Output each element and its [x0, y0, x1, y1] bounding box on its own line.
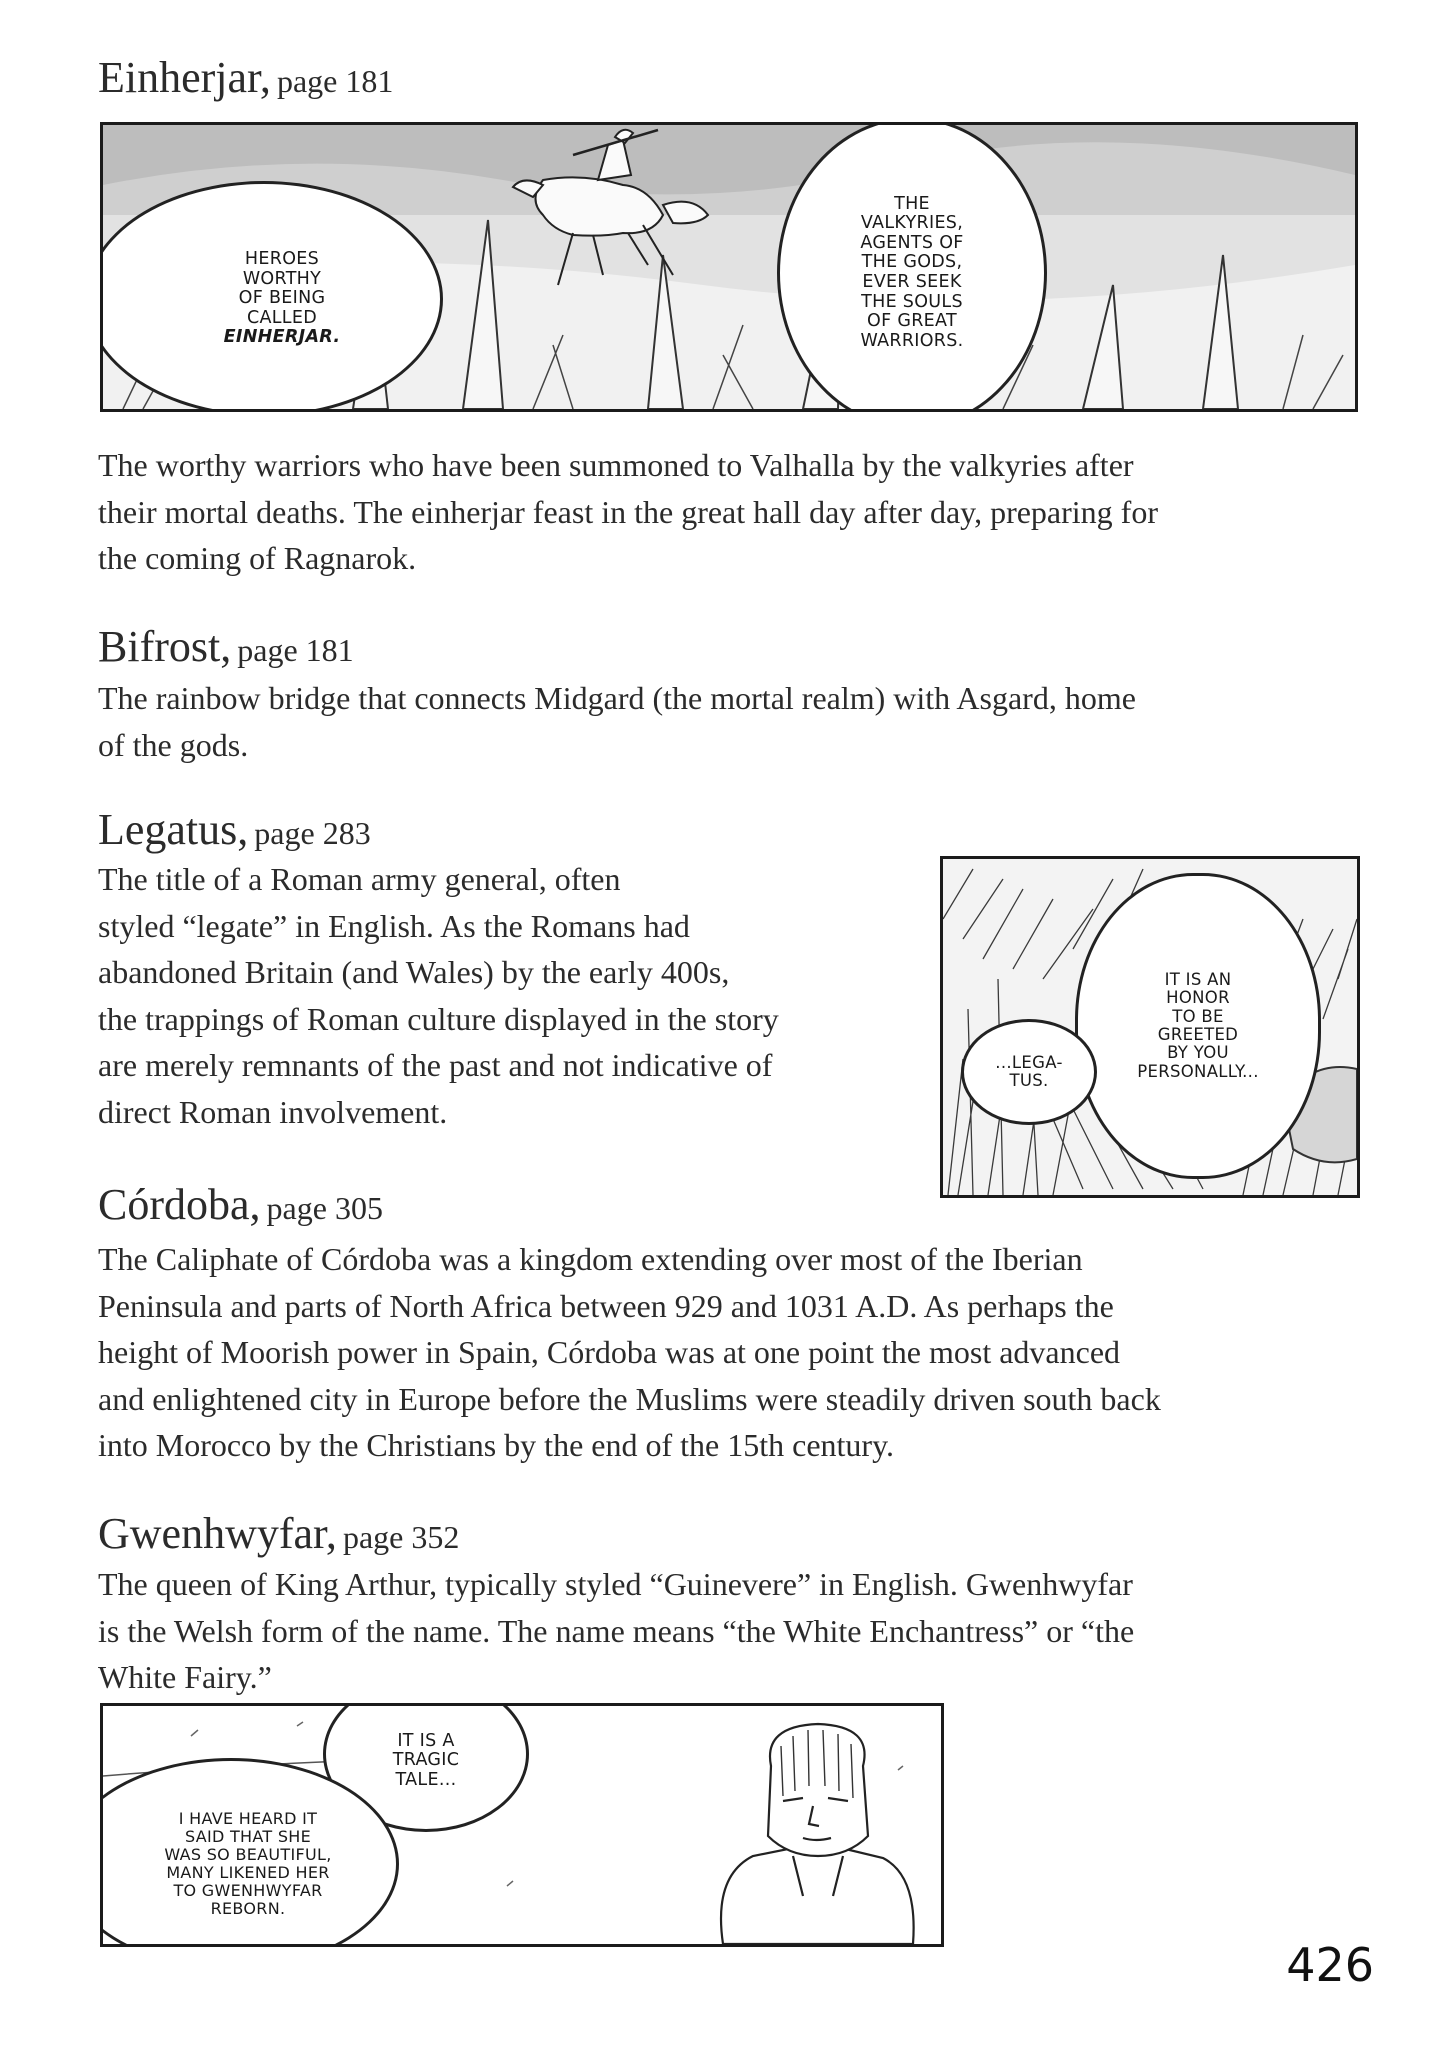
speech-bubble-main	[1075, 873, 1321, 1179]
entry-heading-legatus	[98, 805, 371, 854]
definition-line: the trappings of Roman culture displayed in the story	[98, 1000, 779, 1037]
bubble-line: TO GWENHWYFAR	[173, 1880, 323, 1900]
bubble-line: CALLED	[246, 307, 317, 328]
bubble-line: TALE...	[395, 1769, 457, 1790]
definition-line: The Caliphate of Córdoba was a kingdom extending over most of the Iberian	[98, 1241, 1083, 1277]
entry-heading-bifrost	[98, 622, 354, 671]
bubble-line: I HAVE HEARD IT	[178, 1809, 318, 1829]
entry-page-ref: page 352	[342, 1519, 460, 1555]
bubble-line: HEROES	[244, 249, 320, 270]
bubble-line: VALKYRIES,	[860, 213, 964, 234]
entry-term: Bifrost,	[98, 622, 232, 671]
entry-definition-einherjar	[98, 442, 1158, 582]
bubble-line: TUS.	[1009, 1071, 1049, 1090]
entry-definition-bifrost	[98, 675, 1136, 768]
bubble-line: IT IS A	[397, 1730, 455, 1751]
bubble-line: REBORN.	[210, 1898, 286, 1918]
bubble-line: TRAGIC	[392, 1750, 460, 1771]
bubble-line: EVER SEEK	[862, 272, 962, 292]
bubble-line: OF GREAT	[867, 311, 957, 332]
definition-line: are merely remnants of the past and not indicative of	[98, 1047, 773, 1083]
bubble-line: OF BEING	[238, 288, 326, 309]
bubble-line: TO BE	[1172, 1006, 1224, 1026]
entry-term: Einherjar,	[98, 53, 271, 102]
definition-line: The title of a Roman army general, often	[98, 861, 621, 897]
entry-page-ref: page 305	[266, 1190, 383, 1226]
bubble-line: PERSONALLY...	[1137, 1061, 1259, 1081]
bubble-line: AGENTS OF	[860, 232, 964, 253]
definition-line: The rainbow bridge that connects Midgard (the mortal realm) with Asgard, home	[98, 680, 1136, 716]
definition-line: their mortal deaths. The einherjar feast in the great hall day after day, preparing for	[98, 493, 1158, 530]
bubble-line: GREETED	[1157, 1025, 1239, 1044]
definition-line: The worthy warriors who have been summoned to Valhalla by the valkyries after	[98, 447, 1134, 483]
bubble-line: WORTHY	[242, 268, 322, 289]
entry-heading-cordoba	[98, 1180, 383, 1229]
definition-line: Peninsula and parts of North Africa between 929 and 1031 A.D. As perhaps the	[98, 1287, 1114, 1324]
definition-line: into Morocco by the Christians by the end of the 15th century.	[98, 1427, 894, 1463]
definition-line: The queen of King Arthur, typically styled “Guinevere” in English. Gwenhwyfar	[98, 1566, 1133, 1602]
entry-page-ref: page 283	[254, 815, 371, 851]
entry-heading-einherjar	[98, 53, 394, 102]
definition-line: is the Welsh form of the name. The name means “the White Enchantress” or “the	[98, 1612, 1135, 1649]
bubble-line: THE GODS,	[861, 252, 963, 273]
definition-line: and enlightened city in Europe before the Muslims were steadily driven south back	[98, 1380, 1161, 1417]
entry-page-ref: page 181	[237, 632, 354, 668]
bubble-line: HONOR	[1166, 988, 1230, 1008]
manga-panel-legatus	[940, 856, 1360, 1198]
bubble-line: THE SOULS	[861, 291, 963, 312]
bubble-line: THE	[894, 193, 930, 214]
speech-bubble-right	[777, 122, 1047, 412]
definition-line: the coming of Ragnarok.	[98, 540, 417, 576]
definition-line: direct Roman involvement.	[98, 1093, 448, 1130]
speech-bubble-small	[961, 1019, 1097, 1125]
entry-definition-legatus	[98, 856, 779, 1135]
definition-line: height of Moorish power in Spain, Córdoba was at one point the most advanced	[98, 1334, 1121, 1370]
entry-definition-gwenhwyfar	[98, 1561, 1134, 1701]
definition-line: abandoned Britain (and Wales) by the early 400s,	[98, 954, 730, 990]
manga-panel-einherjar	[100, 122, 1358, 412]
definition-line: of the gods.	[98, 726, 249, 763]
entry-term: Córdoba,	[98, 1180, 261, 1229]
entry-term: Legatus,	[98, 805, 249, 854]
entry-heading-gwenhwyfar	[98, 1509, 460, 1558]
entry-term: Gwenhwyfar,	[98, 1509, 337, 1558]
manga-panel-gwenhwyfar	[100, 1703, 944, 1947]
bubble-line: IT IS AN	[1164, 969, 1232, 989]
bubble-line: BY YOU	[1167, 1043, 1229, 1063]
bubble-line: SAID THAT SHE	[184, 1827, 312, 1847]
bubble-line: WAS SO BEAUTIFUL,	[164, 1845, 332, 1865]
definition-line: White Fairy.”	[98, 1659, 272, 1695]
bubble-line-emphasis: EINHERJAR.	[223, 327, 341, 348]
bubble-line: WARRIORS.	[860, 330, 964, 351]
bubble-line: ...LEGA-	[995, 1052, 1063, 1072]
entry-page-ref: page 181	[276, 63, 394, 99]
speech-bubble-left	[100, 181, 443, 412]
definition-line: styled “legate” in English. As the Romans had	[98, 907, 690, 944]
bubble-line: MANY LIKENED HER	[166, 1863, 330, 1882]
entry-definition-cordoba	[98, 1236, 1161, 1469]
page-number: 426	[1286, 1938, 1374, 1992]
